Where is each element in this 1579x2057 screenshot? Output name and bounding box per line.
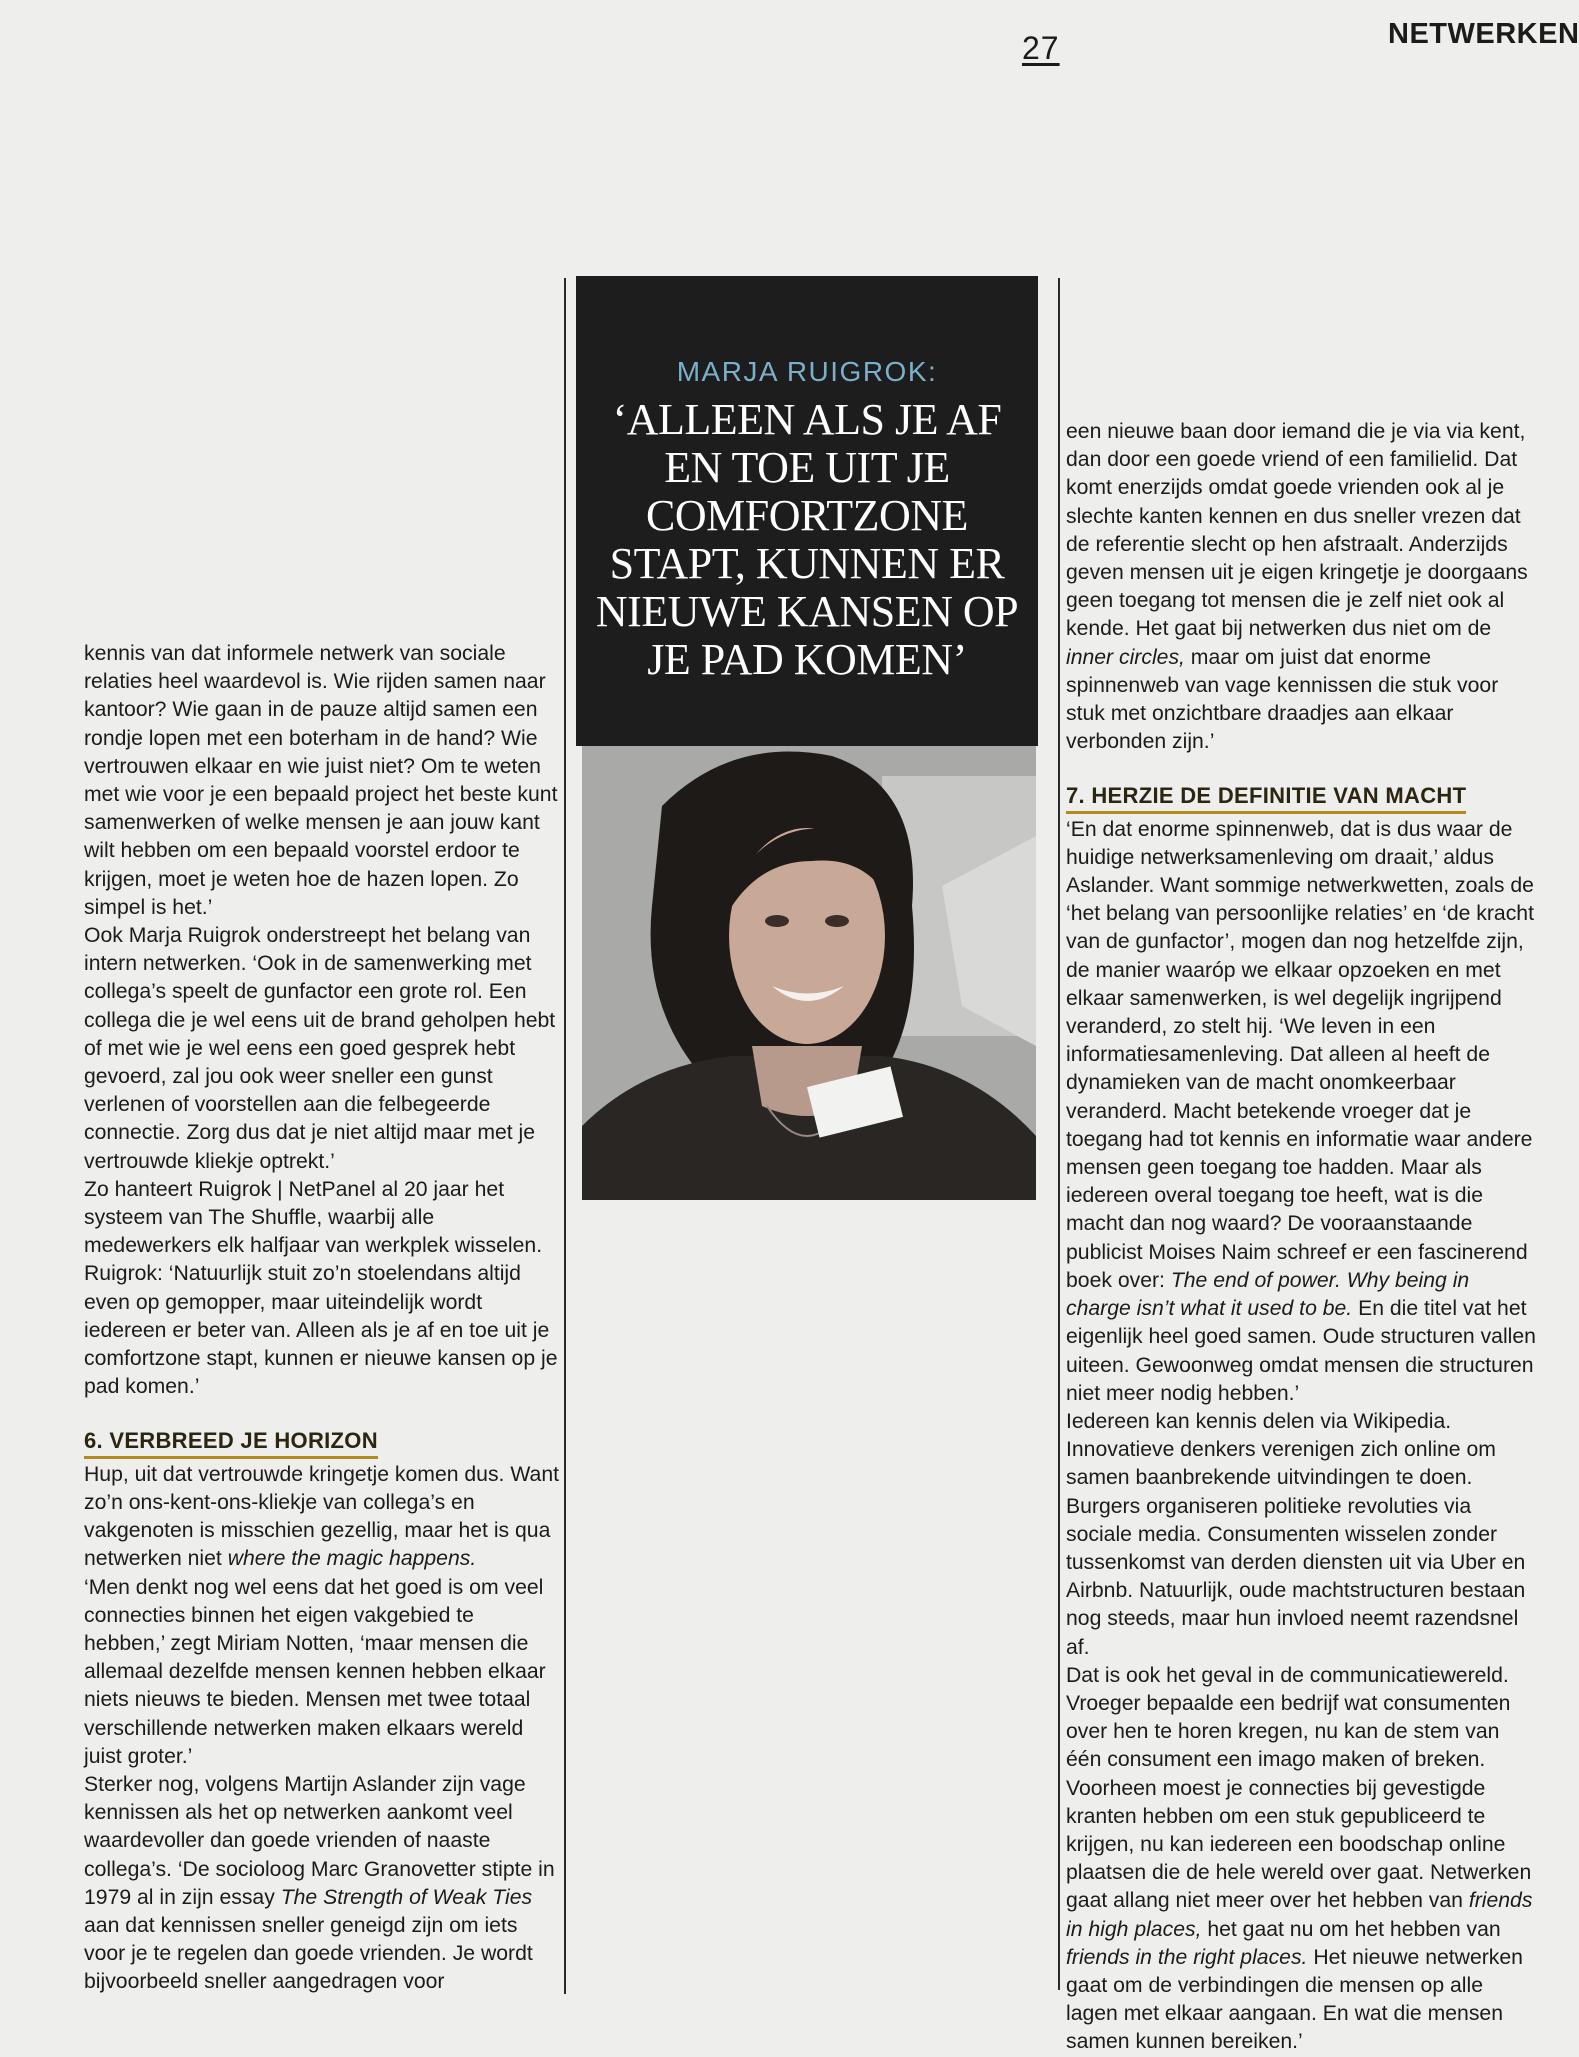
section-title: NETWERKEN xyxy=(1388,18,1579,50)
paragraph: kennis van dat informele netwerk van sociale relaties heel waardevol is. Wie rijden samen naar kantoor? Wie gaan in de pauze altijd samen een rondje lopen met een boterham in de hand? Wie vertrouwen elkaar en wie juist niet? Om te weten met wie voor je een bepaald project het beste kunt samenwerken of welke mensen je aan jouw kant wilt hebben om een bepaald voorstel erdoor te krijgen, moet je weten hoe de hazen lopen. Zo simpel is het.’ xyxy=(84,642,558,919)
paragraph-text: Sterker nog, volgens Martijn Aslander zijn vage kennissen als het op netwerken aankomt veel waardevoller dan goede vrienden of naaste collega’s. ‘De socioloog Marc Granovetter stipte in 1979 al in zijn essay xyxy=(84,1772,555,1909)
subhead-verbreed-je-horizon: 6. VERBREED JE HORIZON xyxy=(84,1427,378,1458)
paragraph-text: maar om juist dat enorme spinnenweb van vage kennissen die stuk voor stuk met onzichtbare draadjes aan elkaar verbonden zijn.’ xyxy=(1066,645,1499,754)
emphasis-text: inner circles, xyxy=(1066,645,1185,669)
right-column xyxy=(1066,418,1536,2057)
paragraph xyxy=(84,1771,560,1997)
paragraph xyxy=(1066,1662,1536,2057)
paragraph-text: Het nieuwe netwerken gaat om de verbindingen die mensen op alle lagen met elkaar aangaan. En wat die mensen samen kunnen bereiken.’ xyxy=(1066,1945,1523,2054)
pull-quote-name: MARJA RUIGROK: xyxy=(676,356,938,387)
pull-quote-text: ‘ALLEEN ALS JE AF EN TOE UIT JE COMFORTZONE STAPT, KUNNEN ER NIEUWE KANSEN OP JE PAD KOMEN’ xyxy=(595,395,1019,684)
paragraph: ‘Men denkt nog wel eens dat het goed is om veel connecties binnen het eigen vakgebied te hebben,’ zegt Miriam Notten, ‘maar mensen die allemaal dezelfde mensen kennen hebben elkaar niets nieuws te bieden. Mensen met twee totaal verschillende netwerken maken elkaars wereld juist groter.’ xyxy=(84,1575,546,1768)
paragraph xyxy=(84,1461,560,1574)
subhead-herzie-de-definitie-van-macht: 7. HERZIE DE DEFINITIE VAN MACHT xyxy=(1066,782,1466,813)
pull-quote-box xyxy=(576,276,1038,746)
column-divider-left xyxy=(564,278,566,1994)
paragraph-text: Hup, uit dat vertrouwde kringetje komen dus. Want zo’n ons-kent-ons-kliekje van collega’s en vakgenoten is misschien gezellig, maar het is qua netwerken niet xyxy=(84,1462,559,1571)
paragraph xyxy=(1066,816,1536,1408)
emphasis-text: friends in the right places. xyxy=(1066,1945,1308,1969)
paragraph-text: aan dat kennissen sneller geneigd zijn om iets voor je te regelen dan goede vrienden. Je wordt bijvoorbeeld sneller aangedragen voor xyxy=(84,1913,533,1994)
emphasis-text: The end of power. Why being in charge isn’t what it used to be. xyxy=(1066,1268,1470,1321)
column-divider-right xyxy=(1058,278,1060,1990)
paragraph-text: een nieuwe baan door iemand die je via via kent, dan door een goede vriend of een familielid. Dat komt enerzijds omdat goede vrienden ook al je slechte kanten kennen en dus sneller vrezen dat de referentie slecht op hen afstraalt. Anderzijds geven mensen uit je eigen kringetje je doorgaans geen toegang tot mensen die je zelf niet ook al kende. Het gaat bij netwerken dus niet om de xyxy=(1066,420,1528,641)
paragraph: Iedereen kan kennis delen via Wikipedia. Innovatieve denkers verenigen zich online om samen baanbrekende uitvindingen te doen. Burgers organiseren politieke revoluties via sociale media. Consumenten wisselen zonder tussenkomst van derden diensten uit via Uber en Airbnb. Natuurlijk, oude machtstructuren bestaan nog steeds, maar hun invloed neemt razendsnel af. xyxy=(1066,1409,1526,1659)
paragraph: Ook Marja Ruigrok onderstreept het belang van intern netwerken. ‘Ook in de samenwerking met collega’s speelt de gunfactor een grote rol. Een collega die je wel eens uit de brand geholpen hebt of met wie je wel eens een goed gesprek hebt gevoerd, zal jou ook weer sneller een gunst verlenen of voorstellen aan die felbegeerde connectie. Zorg dus dat je niet altijd maar met je vertrouwde kliekje optrekt.’ xyxy=(84,924,556,1173)
emphasis-text: The Strength of Weak Ties xyxy=(280,1885,533,1909)
emphasis-text: friends in high places, xyxy=(1066,1889,1533,1941)
paragraph-text: Dat is ook het geval in de communicatiewereld. Vroeger bepaalde een bedrijf wat consumenten over hen te horen kregen, nu kan de stem van één consument een imago maken of breken. Voorheen moest je connecties bij gevestigde kranten hebben om een stuk gepubliceerd te krijgen, nu kan iedereen een boodschap online plaatsen die de hele wereld over gaat. Netwerken gaat allang niet meer over het hebben van xyxy=(1066,1663,1532,1913)
portrait-photo xyxy=(582,746,1036,1200)
paragraph-text: het gaat nu om het hebben van xyxy=(1201,1917,1501,1941)
portrait-illustration xyxy=(582,746,1036,1200)
paragraph-text: En die titel vat het eigenlijk heel goed samen. Oude structuren vallen uiteen. Gewoonweg omdat mensen die structuren niet meer nodig hebben.’ xyxy=(1066,1297,1536,1405)
emphasis-text: where the magic happens. xyxy=(227,1547,477,1571)
page-number: 27 xyxy=(1022,30,1060,66)
paragraph: Zo hanteert Ruigrok | NetPanel al 20 jaar het systeem van The Shuffle, waarbij alle medewerkers elk halfjaar van werkplek wisselen. Ruigrok: ‘Natuurlijk stuit zo’n stoelendans altijd even op gemopper, maar uiteindelijk wordt iedereen er beter van. Alleen als je af en toe uit je comfortzone stapt, kunnen er nieuwe kansen op je pad komen.’ xyxy=(84,1177,558,1399)
left-column xyxy=(84,640,560,1997)
paragraph xyxy=(1066,418,1536,756)
paragraph-text: ‘En dat enorme spinnenweb, dat is dus waar de huidige netwerksamenleving om draait,’ aldus Aslander. Want sommige netwerkwetten, zoals de ‘het belang van persoonlijke relaties’ en ‘de kracht van de gunfactor’, mogen dan nog hetzelfde zijn, de manier waaróp we elkaar opzoeken en met elkaar samenwerken, is wel degelijk ingrijpend veranderd, zo stelt hij. ‘We leven in een informatiesamenleving. Dat alleen al heeft de dynamieken van de macht onomkeerbaar veranderd. Macht betekende vroeger dat je toegang had tot kennis en informatie waar andere mensen geen toegang toe hadden. Maar als iedereen overal toegang toe heeft, wat is die macht dan nog waard? De vooraanstaande publicist Moises Naim schreef er een fascinerend boek over: xyxy=(1066,817,1534,1292)
